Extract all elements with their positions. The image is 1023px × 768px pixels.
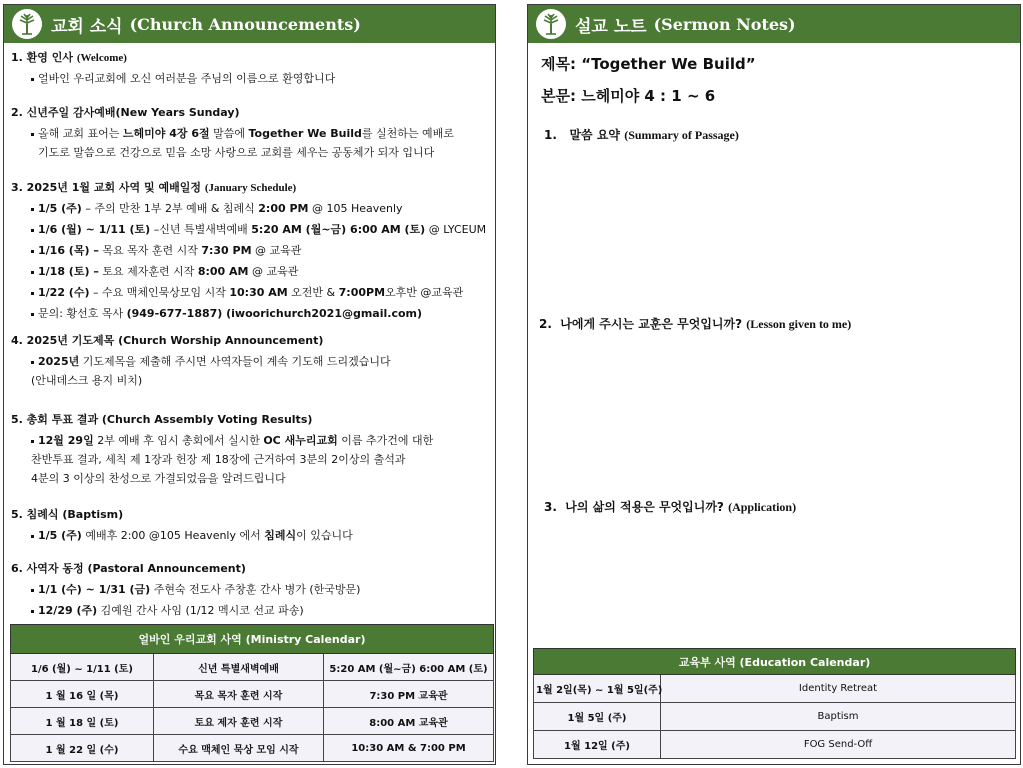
section-january-schedule [11, 179, 486, 321]
table-row: 1 월 16 일 (목) 목요 목자 훈련 시작 7:30 PM 교육관 [11, 681, 494, 708]
continuation-line: 4분의 3 이상의 찬성으로 가결되었음을 알려드립니다 [31, 472, 286, 485]
tree-logo-icon [536, 9, 566, 39]
section-welcome [11, 49, 335, 86]
ministry-calendar-title: 얼바인 우리교회 사역 (Ministry Calendar) [11, 625, 494, 654]
section-pastoral [11, 560, 360, 618]
education-calendar-title: 교육부 사역 (Education Calendar) [534, 649, 1016, 675]
text-label: 본문: [541, 87, 576, 105]
table-row: 1월 12일 (주) FOG Send-Off [534, 731, 1016, 759]
section-title: 1. 환영 인사 [11, 51, 73, 64]
section-title: 6. 사역자 동정 (Pastoral Announcement) [11, 562, 246, 575]
subject-value: “Together We Build” [581, 55, 756, 73]
section-title-en: (January Schedule) [204, 182, 297, 194]
table-row: 1월 2일(목) ~ 1월 5일(주) Identity Retreat [534, 675, 1016, 703]
continuation-line: 찬반투표 결과, 세칙 제 1장과 헌장 제 18장에 근거하여 3분의 2이상의 출석과 [31, 453, 406, 466]
tree-logo-icon [12, 9, 42, 39]
sermon-notes-title-en: (Sermon Notes) [653, 14, 796, 34]
sermon-notes-title-ko: 설교 노트 [575, 16, 647, 37]
bullet-line: 얼바인 우리교회에 오신 여러분을 주님의 이름으로 환영합니다 [31, 70, 335, 86]
question-lesson: 2. 나에게 주시는 교훈은 무엇입니까? (Lesson given to me) [539, 317, 852, 331]
sermon-text [541, 85, 715, 106]
table-row: 1/6 (월) ~ 1/11 (토) 신년 특별새벽예배 5:20 AM (월~금) 6:00 AM (토) [11, 654, 494, 681]
section-title: 2. 신년주일 감사예배(New Years Sunday) [11, 106, 240, 119]
church-announcements-panel [3, 4, 496, 765]
question-application: 3. 나의 삶의 적용은 무엇입니까? (Application) [544, 500, 797, 514]
bullet-line: 1/5 (주) 예배후 2:00 @105 Heavenly 에서 침례식이 있습니다 [31, 527, 353, 543]
section-title: 5. 총회 투표 결과 (Church Assembly Voting Results) [11, 413, 313, 426]
contact-line: 문의: 황선호 목사 (949-677-1887) (iwoorichurch2021@gmail.com) [31, 305, 486, 321]
announcements-title-ko: 교회 소식 [51, 16, 123, 37]
sermon-subject [541, 53, 756, 74]
schedule-item: 1/5 (주) – 주의 만찬 1부 2부 예배 & 침례식 2:00 PM @ 105 Heavenly [31, 200, 486, 216]
sermon-notes-header [528, 5, 1020, 43]
subject-label: 제목: [541, 55, 576, 73]
section-title: 3. 2025년 1월 교회 사역 및 예배일정 [11, 181, 201, 194]
section-voting [11, 411, 433, 486]
schedule-item: 1/16 (목) – 목요 목자 훈련 시작 7:30 PM @ 교육관 [31, 242, 486, 258]
bullet-line: 올해 교회 표어는 느헤미야 4장 6절 말씀에 Together We Build를 실천하는 예배로 [31, 125, 454, 141]
schedule-item: 1/18 (토) – 토요 제자훈련 시작 8:00 AM @ 교육관 [31, 263, 486, 279]
bullet-line: 1/1 (수) ~ 1/31 (금) 주현숙 전도사 주창훈 간사 병가 (한국방문) [31, 581, 360, 597]
ministry-calendar-table [10, 624, 494, 762]
education-calendar-table [533, 648, 1016, 759]
text-value: 느헤미야 4 : 1 ~ 6 [581, 87, 716, 105]
schedule-item: 1/6 (월) ~ 1/11 (토) –신년 특별새벽예배 5:20 AM (월~금) 6:00 AM (토) @ LYCEUM [31, 221, 486, 237]
section-prayer [11, 332, 391, 388]
table-row: 1 월 22 일 (수) 수요 맥체인 묵상 모임 시작 10:30 AM & 7:00 PM [11, 735, 494, 762]
table-row: 1월 5일 (주) Baptism [534, 703, 1016, 731]
schedule-item: 1/22 (수) – 수요 맥체인묵상모임 시작 10:30 AM 오전반 & 7:00PM오후반 @교육관 [31, 284, 486, 300]
sermon-notes-panel [527, 4, 1021, 765]
section-baptism [11, 506, 353, 543]
bullet-line: 2025년 기도제목을 제출해 주시면 사역자들이 계속 기도해 드리겠습니다 [31, 353, 391, 369]
section-title: 4. 2025년 기도제목 (Church Worship Announcement) [11, 334, 324, 347]
announcements-header [4, 5, 495, 43]
continuation-line: (안내데스크 용지 비치) [31, 374, 143, 387]
bullet-line: 12월 29일 2부 예배 후 임시 총회에서 실시한 OC 새누리교회 이름 추가건에 대한 [31, 432, 433, 448]
section-new-years [11, 104, 454, 160]
section-title-en: (Welcome) [76, 52, 127, 64]
announcements-title-en: (Church Announcements) [129, 14, 361, 34]
bullet-line: 12/29 (주) 김예원 간사 사임 (1/12 멕시코 선교 파송) [31, 602, 360, 618]
question-summary: 1. 말씀 요약 (Summary of Passage) [544, 128, 739, 142]
table-row: 1 월 18 일 (토) 토요 제자 훈련 시작 8:00 AM 교육관 [11, 708, 494, 735]
section-title: 5. 침례식 (Baptism) [11, 508, 124, 521]
continuation-line: 기도로 말씀으로 건강으로 믿음 소망 사랑으로 교회를 세우는 공동체가 되자 입니다 [38, 146, 435, 159]
